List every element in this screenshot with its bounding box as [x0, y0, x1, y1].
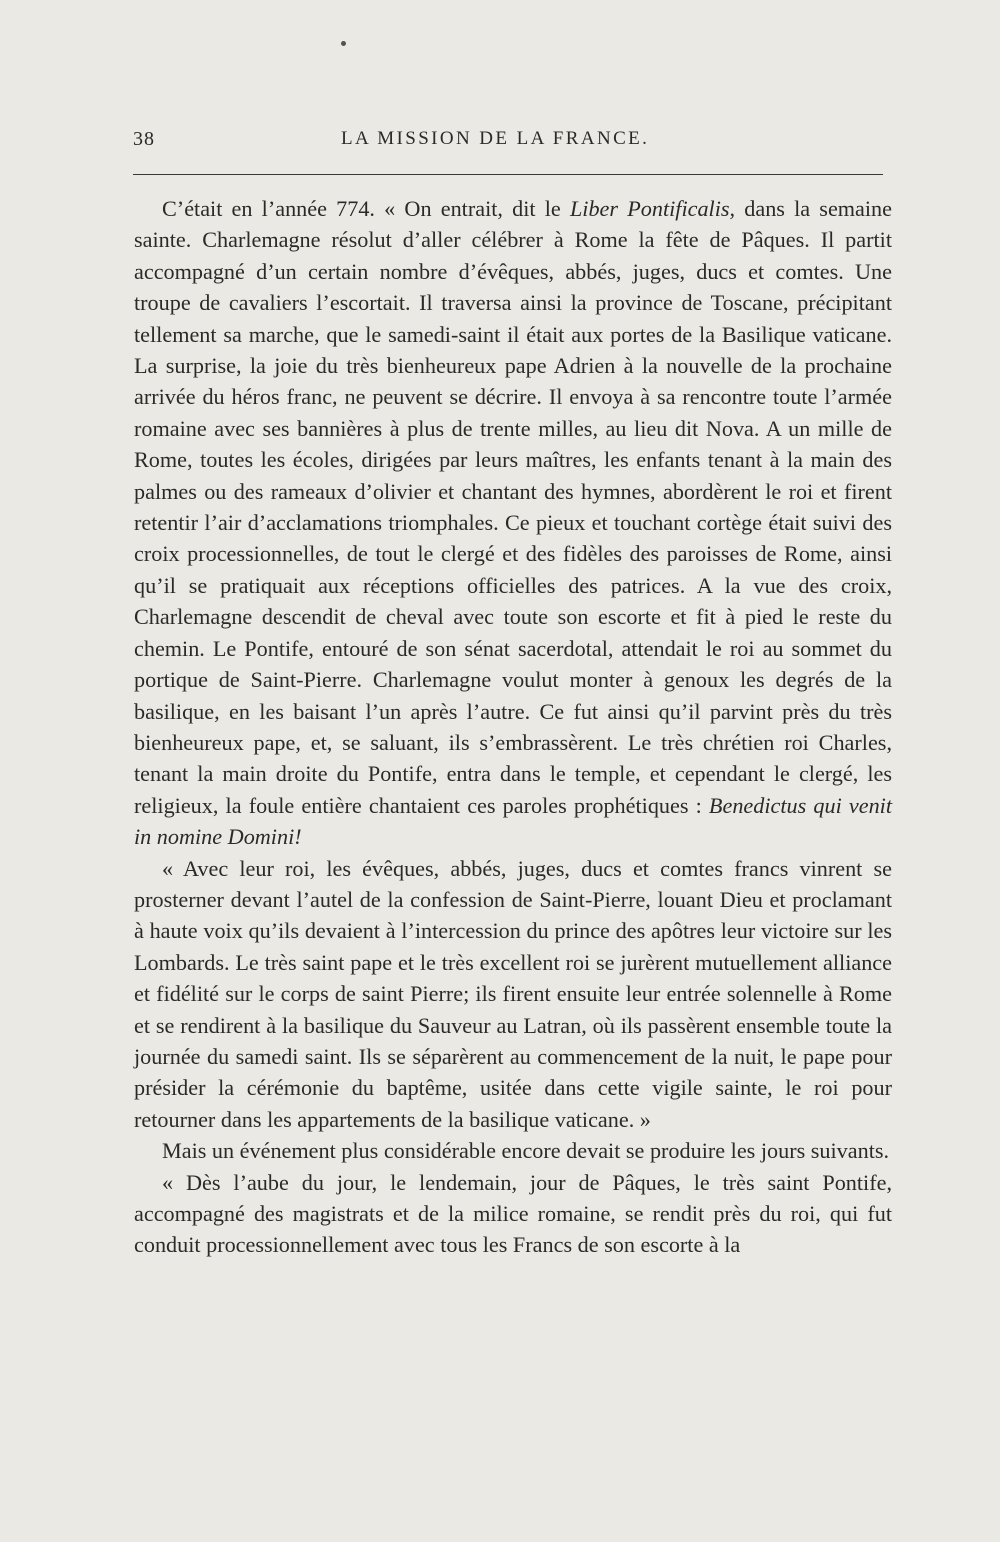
paragraph-3: Mais un événement plus considérable encore devait se produire les jours suivants.: [162, 1138, 890, 1164]
paragraph-1-part-c: dans la semaine sainte. Charlemagne résolut d’aller célébrer à Rome la fête de Pâques. Il partit accompagné d’un certain nombre d’évêques, abbés, juges, ducs et comtes. Une troupe de cavaliers l’escortait. Il traversa ainsi la province de Toscane, précipitant tellement sa marche, que le samedi-saint il était aux portes de la Basilique vaticane. La surprise, la joie du très bienheureux pape Adrien à la nouvelle de la prochaine arrivée du héros franc, ne peuvent se décrire. Il envoya à sa rencontre toute l’armée romaine avec ses bannières à plus de trente milles, au lieu dit Nova. A un mille de Rome, toutes les écoles, dirigées par leurs maîtres, les enfants tenant à la main des palmes ou des rameaux d’olivier et chantant des hymnes, abordèrent le roi et firent retentir l’air d’acclamations triomphales. Ce pieux et touchant cortège était suivi des croix processionnelles, de tout le clergé et des fidèles des paroisses de Rome, ainsi qu’il se pratiquait aux réceptions officielles des patrices. A la vue des croix, Charlemagne descendit de cheval avec toute son escorte et fit à pied le reste du chemin. Le Pontife, entouré de son sénat sacerdotal, attendait le roi au sommet du portique de Saint-Pierre. Charlemagne voulut monter à genoux les degrés de la basilique, en les baisant l’un après l’autre. Ce fut ainsi qu’il parvint près du très bienheureux pape, et, se saluant, ils s’embrassèrent. Le très chrétien roi Charles, tenant la main droite du Pontife, entra dans le temple, et cependant le clergé, les religieux, la foule entière chantaient ces paroles prophétiques :: [134, 196, 893, 818]
paragraph-4: « Dès l’aube du jour, le lendemain, jour de Pâques, le très saint Pontife, accompagné des magistrats et de la milice romaine, se rendit près du roi, qui fut conduit processionnellement avec tous les Francs de son escorte à la: [134, 1169, 892, 1258]
liber-pontificalis-title: Liber Pontificalis,: [569, 196, 736, 221]
paragraph-1-part-a: C’était en l’année 774. « On entrait, dit le: [162, 196, 570, 221]
running-header: [133, 128, 883, 158]
header-rule: [133, 174, 883, 175]
page-number: 38: [133, 128, 155, 150]
paragraph-1: [134, 193, 892, 853]
benedictus-quote: Benedictus qui venit in nomine Domini!: [134, 792, 893, 850]
running-title: LA MISSION DE LA FRANCE.: [341, 128, 650, 149]
body-text: [134, 193, 892, 1261]
ink-speck: [341, 41, 346, 46]
paragraph-2: « Avec leur roi, les évêques, abbés, juges, ducs et comtes francs vinrent se prosterner devant l’autel de la confession de Saint-Pierre, louant Dieu et proclamant à haute voix qu’ils devaient à l’intercession du prince des apôtres leur victoire sur les Lombards. Le très saint pape et le très excellent roi se jurèrent mutuellement alliance et fidélité sur le corps de saint Pierre; ils firent ensuite leur entrée solennelle à Rome et se rendirent à la basilique du Sauveur au Latran, où ils passèrent ensemble toute la journée du samedi saint. Ils se séparèrent au commencement de la nuit, le pape pour présider la cérémonie du baptême, usitée dans cette vigile sainte, le roi pour retourner dans les appartements de la basilique vaticane. »: [134, 855, 892, 1132]
